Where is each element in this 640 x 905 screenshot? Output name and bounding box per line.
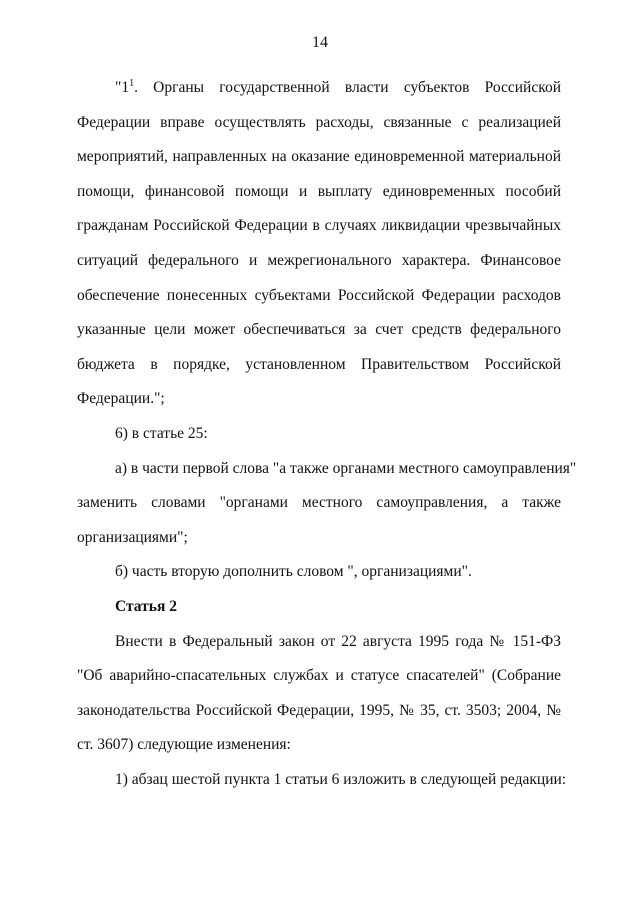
page-number: 14 — [312, 34, 328, 51]
paragraph-1-line-1 — [77, 71, 561, 106]
item-a-line-2: заменить словами "органами местного самоуправления, а также — [77, 494, 561, 512]
article-2-line-2: "Об аварийно-спасательных службах и статусе спасателей" (Собрание — [77, 667, 561, 685]
document-body — [77, 71, 577, 797]
superscript: 1 — [129, 78, 135, 89]
paragraph-1-line-1-text: . Органы государственной власти субъектов Российской — [134, 79, 561, 96]
paragraph-1-line: гражданам Российской Федерации в случаях ликвидации чрезвычайных — [77, 217, 561, 235]
item-a-line-1: а) в части первой слова "а также органами местного самоуправления" — [115, 459, 577, 477]
paragraph-1-line: помощи, финансовой помощи и выплату единовременных пособий — [77, 182, 561, 200]
paragraph-1-line: обеспечение понесенных субъектами Российской Федерации расходов — [77, 286, 561, 304]
article-2-heading: Статья 2 — [115, 597, 177, 615]
quote-open: "1 — [115, 79, 130, 96]
article-2-line-1: Внести в Федеральный закон от 22 августа 1995 года № 151-ФЗ — [115, 632, 561, 650]
item-b: б) часть вторую дополнить словом ", организациями". — [115, 563, 472, 581]
item-1: 1) абзац шестой пункта 1 статьи 6 изложить в следующей редакции: — [115, 770, 567, 788]
paragraph-1-line: бюджета в порядке, установленном Правительством Российской — [77, 355, 561, 373]
paragraph-1-line: мероприятий, направленных на оказание единовременной материальной — [77, 148, 561, 166]
article-2-line-4: ст. 3607) следующие изменения: — [77, 736, 291, 754]
paragraph-1-line-last: Федерации."; — [77, 390, 165, 408]
paragraph-1-line: Федерации вправе осуществлять расходы, связанные с реализацией — [77, 113, 561, 131]
item-a-line-3: организациями"; — [77, 528, 188, 546]
paragraph-1-line: ситуаций федерального и межрегионального характера. Финансовое — [77, 251, 561, 269]
paragraph-1-line: указанные цели может обеспечиваться за счет средств федерального — [77, 321, 561, 339]
article-2-line-3: законодательства Российской Федерации, 1995, № 35, ст. 3503; 2004, № — [77, 701, 561, 719]
item-6: 6) в статье 25: — [115, 424, 208, 442]
